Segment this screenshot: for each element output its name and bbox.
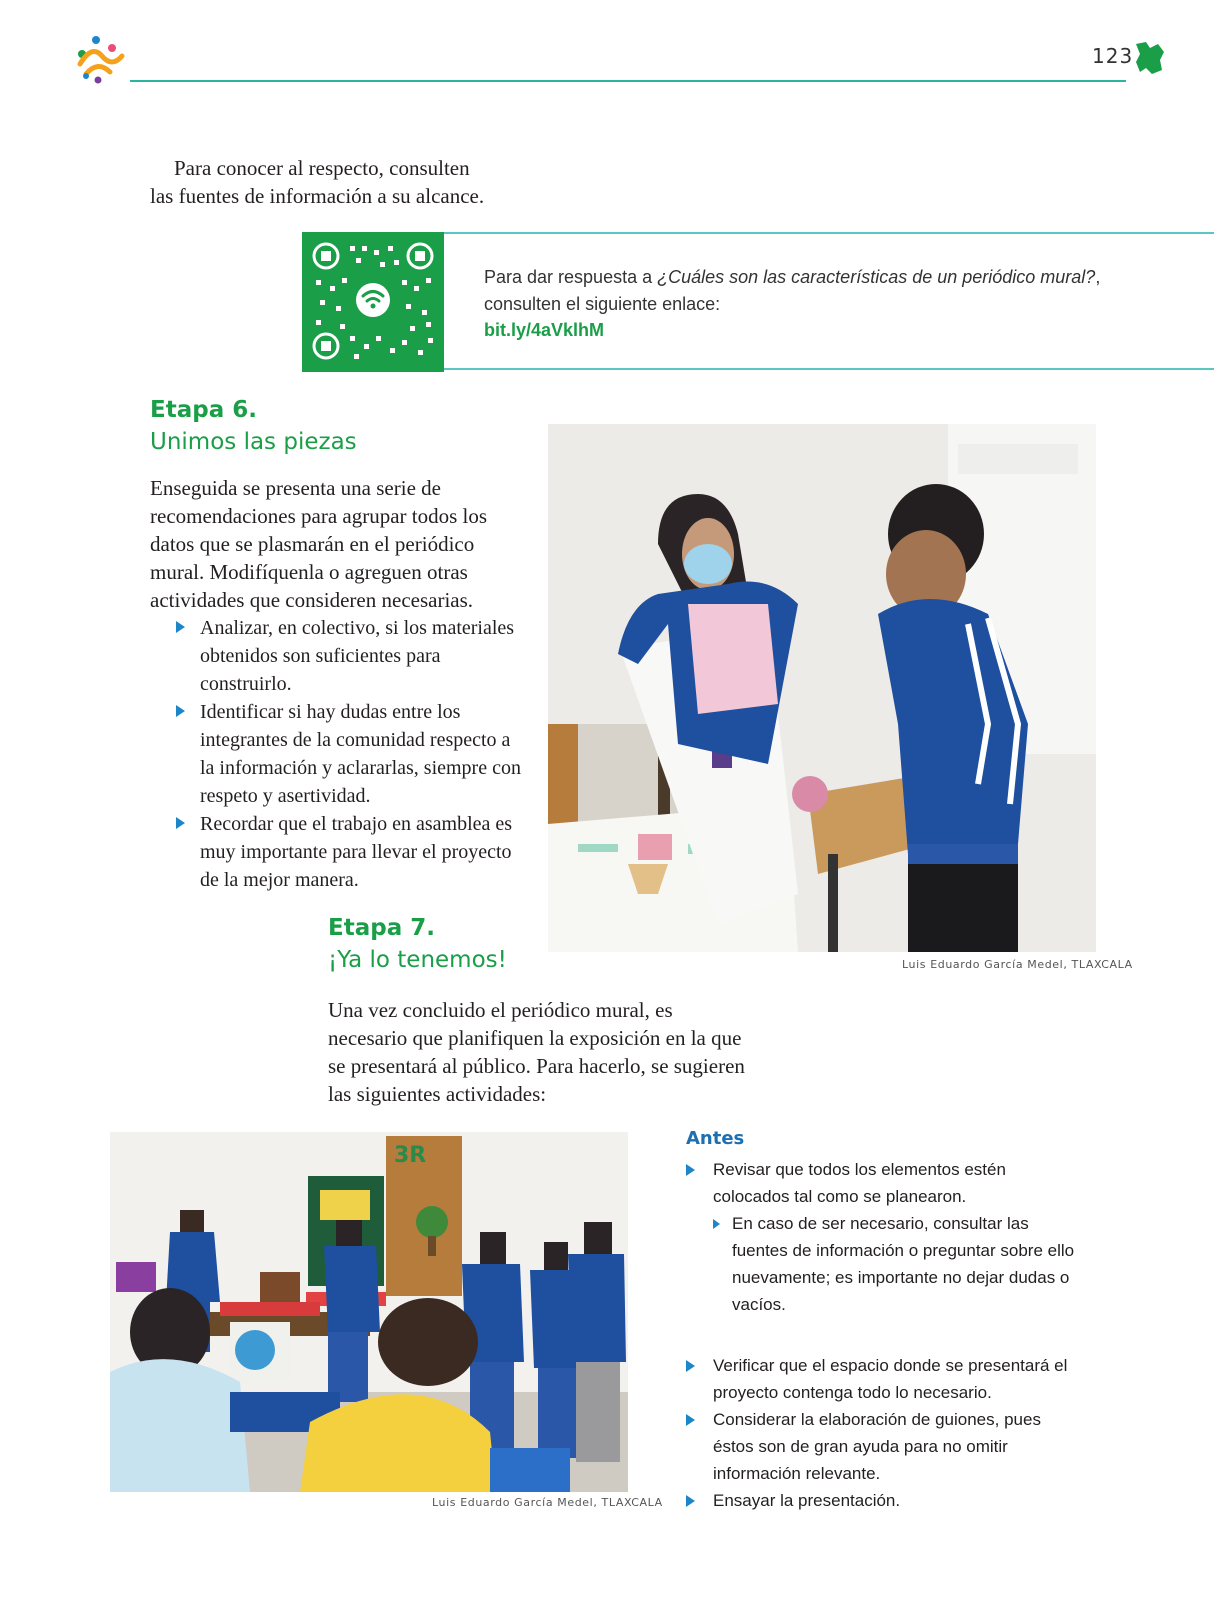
triangle-bullet-icon	[176, 621, 185, 633]
antes-item-text: Verificar que el espacio donde se presentará el proyecto contenga todo lo necesario.	[713, 1356, 1068, 1402]
triangle-bullet-icon	[686, 1164, 695, 1176]
green-region-icon	[1132, 40, 1166, 76]
triangle-bullet-icon	[686, 1495, 695, 1507]
triangle-bullet-icon	[686, 1360, 695, 1372]
stage6-heading	[150, 394, 357, 458]
list-item	[686, 1406, 1086, 1487]
stage6-title: Unimos las piezas	[150, 429, 357, 455]
photo-students-mural	[548, 424, 1096, 952]
link-question: ¿Cuáles son las características de un periódico mural?	[657, 267, 1096, 287]
triangle-bullet-icon	[176, 705, 185, 717]
qr-code-icon	[310, 240, 436, 364]
list-item	[713, 1210, 1086, 1318]
link-instructions	[484, 264, 1104, 318]
qr-code-panel[interactable]	[302, 232, 444, 372]
bullet-text: Recordar que el trabajo en asamblea es muy importante para llevar el proyecto de la mejor manera.	[200, 813, 513, 891]
antes-heading: Antes	[686, 1128, 745, 1149]
students-mural-illustration	[548, 424, 1096, 952]
list-item	[176, 698, 526, 810]
list-item	[176, 614, 526, 698]
page-number: 123	[1092, 44, 1134, 68]
stage7-heading	[328, 912, 507, 976]
stage7-number: Etapa 7.	[328, 915, 435, 941]
book-logo-icon	[72, 34, 126, 84]
photo-classroom-presentation	[110, 1132, 628, 1492]
stage7-title: ¡Ya lo tenemos!	[328, 947, 507, 973]
antes-list	[686, 1156, 1086, 1514]
triangle-bullet-icon	[176, 817, 185, 829]
list-item	[686, 1352, 1086, 1406]
triangle-bullet-icon	[686, 1414, 695, 1426]
svg-text:3R: 3R	[394, 1143, 427, 1168]
antes-item-text: Ensayar la presentación.	[713, 1491, 901, 1510]
antes-sublist	[713, 1210, 1086, 1318]
qr-link-box	[302, 232, 1214, 370]
list-item	[686, 1487, 1086, 1514]
link-text-after: , consulten el siguiente enlace:	[484, 267, 1101, 314]
header-rule	[130, 80, 1126, 82]
bullet-text: Identificar si hay dudas entre los integrantes de la comunidad respecto a la información y aclararlas, siempre con respeto y asertividad.	[200, 701, 521, 807]
stage6-paragraph: Enseguida se presenta una serie de recomendaciones para agrupar todos los datos que se plasmarán en el periódico mural. Modifíquenla o agreguen otras actividades que consideren necesarias.	[150, 476, 488, 612]
antes-subitem-text: En caso de ser necesario, consultar las fuentes de información o preguntar sobre ello nuevamente; es importante no dejar dudas o vacíos.	[732, 1214, 1075, 1314]
stage6-bullet-list	[176, 614, 526, 894]
intro-line-2: las fuentes de información a su alcance.	[150, 184, 485, 208]
bullet-text: Analizar, en colectivo, si los materiales obtenidos son suficientes para construirlo.	[200, 617, 515, 695]
intro-line-1: Para conocer al respecto, consulten	[174, 156, 470, 180]
list-item	[176, 810, 526, 894]
antes-item-text: Considerar la elaboración de guiones, pues éstos son de gran ayuda para no omitir información relevante.	[713, 1410, 1041, 1483]
classroom-presentation-illustration	[110, 1132, 628, 1492]
photo2-credit: Luis Eduardo García Medel, TLAXCALA	[432, 1496, 663, 1509]
list-item	[686, 1156, 1086, 1318]
triangle-bullet-icon	[713, 1219, 720, 1229]
intro-text	[150, 154, 570, 210]
short-link[interactable]: bit.ly/4aVklhM	[484, 320, 605, 340]
stage6-number: Etapa 6.	[150, 397, 257, 423]
antes-item-text: Revisar que todos los elementos estén colocados tal como se planearon.	[713, 1160, 1006, 1206]
stage7-paragraph: Una vez concluido el periódico mural, es necesario que planifiquen la exposición en la que se presentará al público. Para hacerlo, se sugieren las siguientes actividades:	[328, 998, 745, 1106]
photo1-credit: Luis Eduardo García Medel, TLAXCALA	[902, 958, 1133, 971]
link-text-before: Para dar respuesta a	[484, 267, 658, 287]
